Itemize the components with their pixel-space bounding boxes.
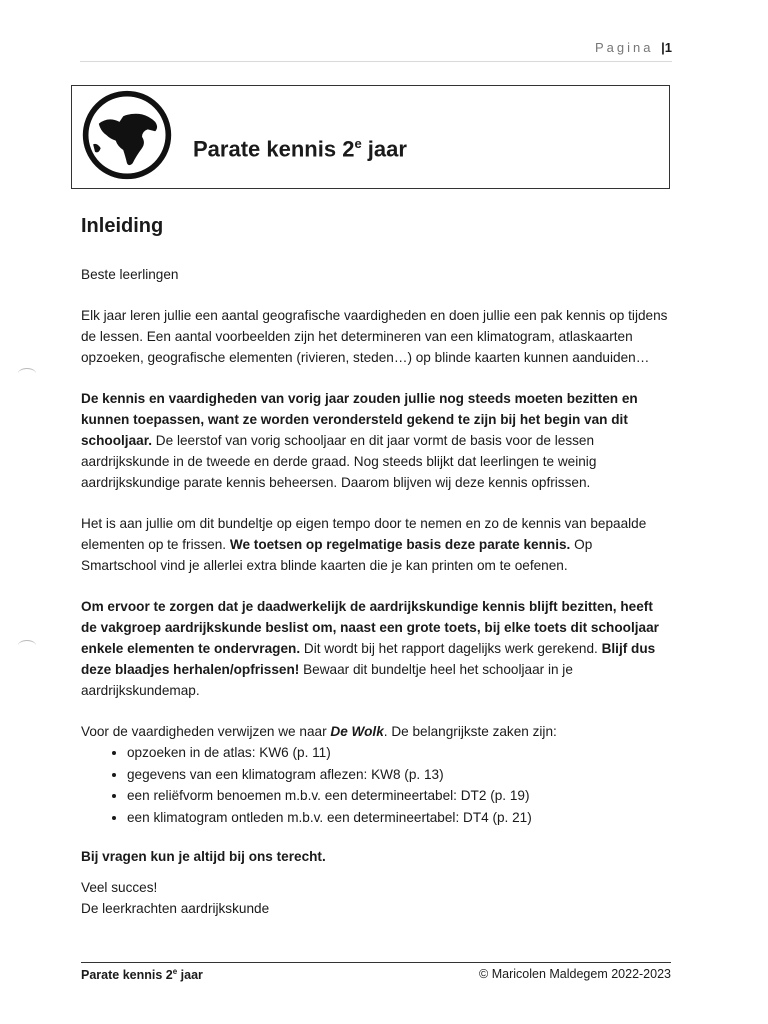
list-item: • opzoeken in de atlas: KW6 (p. 11) [127, 742, 671, 764]
page-footer [81, 962, 671, 982]
section-heading: Inleiding [81, 215, 164, 237]
closing-line-2: De leerkrachten aardrijkskunde [81, 901, 270, 916]
skills-list [81, 742, 671, 828]
document-title: Parate kennis 2e jaar [193, 136, 407, 162]
page-header [80, 40, 672, 62]
globe-icon [80, 88, 174, 182]
greeting: Beste leerlingen [81, 267, 179, 282]
punch-hole-mark [18, 640, 36, 651]
paragraph-3: Het is aan jullie om dit bundeltje op eigen tempo door te nemen en zo de kennis van bepaalde elementen op te frissen. We toetsen op regelmatige basis deze parate kennis. Op Smartschool vind je allerlei extra blinde kaarten die je kan printen om te oefenen. [81, 516, 647, 573]
paragraph-5: Voor de vaardigheden verwijzen we naar De Wolk. De belangrijkste zaken zijn: [81, 724, 557, 739]
page-separator: | [661, 40, 665, 55]
list-item: • een reliëfvorm benoemen m.b.v. een determineertabel: DT2 (p. 19) [127, 785, 671, 807]
title-box [71, 85, 670, 189]
footer-title: Parate kennis 2e jaar [81, 967, 203, 983]
page-label: Pagina [595, 40, 654, 55]
list-item: • gegevens van een klimatogram aflezen: KW8 (p. 13) [127, 764, 671, 786]
paragraph-1: Elk jaar leren jullie een aantal geografische vaardigheden en doen jullie een pak kennis op tijdens de lessen. Een aantal voorbeelden zijn het determineren van een klimatogram, atlaskaarten opzoeken, geografische elementen (rivieren, steden…) op blinde kaarten kunnen aanduiden… [81, 308, 668, 365]
page-number: 1 [664, 40, 672, 55]
paragraph-4: Om ervoor te zorgen dat je daadwerkelijk de aardrijkskundige kennis blijft bezitten, heeft de vakgroep aardrijkskunde beslist om, naast een grote toets, bij elke toets dit schooljaar enkele elementen te ondervragen. Dit wordt bij het rapport dagelijks werk gerekend. Blijf dus deze blaadjes herhalen/opfrissen! Bewaar dit bundeltje heel het schooljaar in je aardrijkskundemap. [81, 599, 659, 698]
closing-line-1: Veel succes! [81, 880, 158, 895]
main-content [81, 212, 671, 919]
punch-hole-mark [18, 368, 36, 379]
list-item: • een klimatogram ontleden m.b.v. een determineertabel: DT4 (p. 21) [127, 807, 671, 829]
paragraph-2: De kennis en vaardigheden van vorig jaar zouden jullie nog steeds moeten bezitten en kunnen toepassen, want ze worden verondersteld gekend te zijn bij het begin van dit schooljaar. De leerstof van vorig schooljaar en dit jaar vormt de basis voor de lessen aardrijkskunde in de tweede en derde graad. Nog steeds blijkt dat leerlingen te weinig aardrijkskundige parate kennis beheersen. Daarom blijven wij deze kennis opfrissen. [81, 391, 638, 490]
questions-note: Bij vragen kun je altijd bij ons terecht. [81, 849, 326, 864]
footer-copyright: © Maricolen Maldegem 2022-2023 [479, 967, 671, 981]
